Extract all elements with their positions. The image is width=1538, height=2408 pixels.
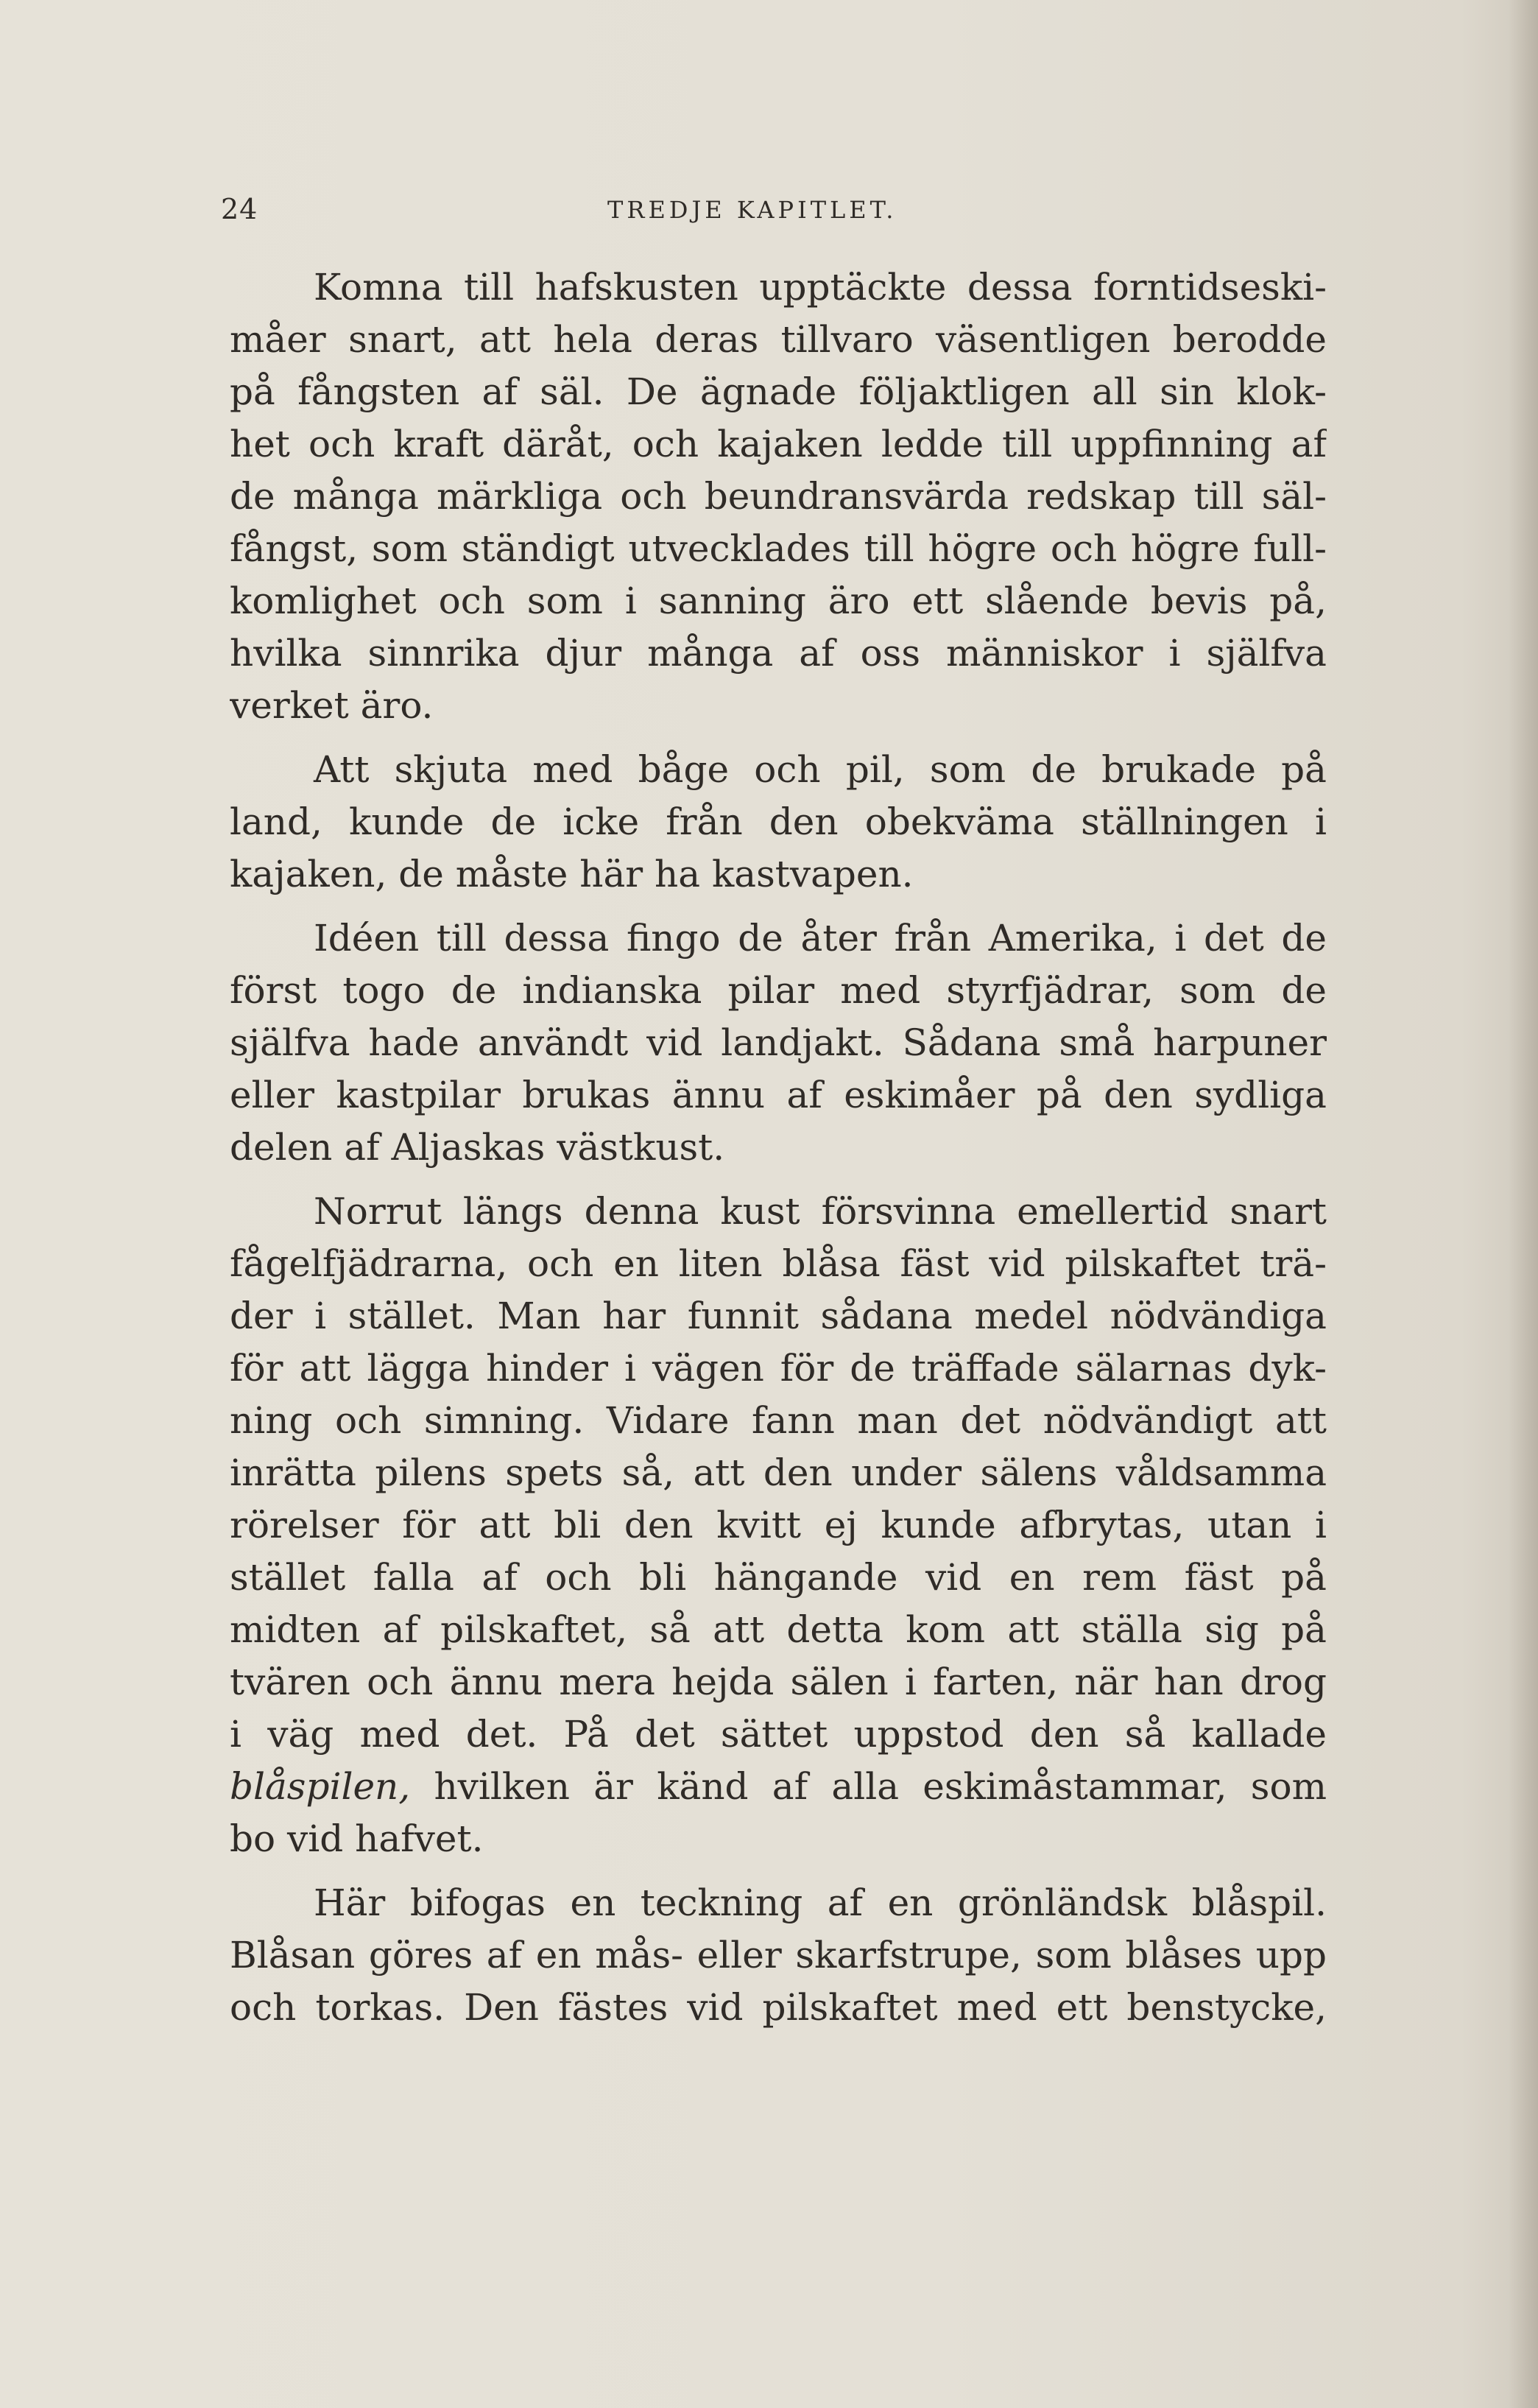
running-head: TREDJE KAPITLET. [607,196,897,224]
text-line: i väg med det. På det sättet uppstod den så kallade [230,1713,1327,1756]
text-line: Här bifogas en teckning af en grönländsk blåspil. [314,1881,1327,1924]
text-line: på fångsten af säl. De ägnade följaktligen all sin klok- [230,370,1327,413]
text-line: först togo de indianska pilar med styrfjädrar, som de [230,969,1327,1012]
text-line: tvären och ännu mera hejda sälen i farten, när han drog [230,1661,1327,1703]
paragraph [230,1877,1327,2034]
text-line: ning och simning. Vidare fann man det nödvändigt att [230,1399,1327,1442]
text-line: fångst, som ständigt utvecklades till högre och högre full- [230,527,1327,570]
text-line: verket äro. [230,684,434,727]
text-line: komlighet och som i sanning äro ett slående bevis på, [230,580,1327,622]
text-line: själfva hade användt vid landjakt. Sådana små harpuner [230,1021,1327,1064]
text-line: för att lägga hinder i vägen för de träffade sälarnas dyk- [230,1347,1327,1390]
text-line: de många märkliga och beundransvärda redskap till säl- [230,475,1327,518]
text-line: och torkas. Den fästes vid pilskaftet med ett benstycke, [230,1986,1327,2029]
text-line: eller kastpilar brukas ännu af eskimåer på den sydliga [230,1074,1327,1116]
text-line [230,1761,1327,1813]
text-line: der i stället. Man har funnit sådana medel nödvändiga [230,1295,1327,1337]
paragraph [230,1186,1327,1865]
text-line: inrätta pilens spets så, att den under sälens våldsamma [230,1451,1327,1494]
page-header [221,193,1325,237]
text-line: delen af Aljaskas västkust. [230,1126,725,1169]
text-line: måer snart, att hela deras tillvaro väsentligen berodde [230,318,1327,361]
page-number: 24 [221,193,258,225]
text-line: kajaken, de måste här ha kastvapen. [230,853,914,895]
text-line: het och kraft däråt, och kajaken ledde till uppfinning af [230,423,1327,465]
text-line: land, kunde de icke från den obekväma ställningen i [230,800,1327,843]
paragraph [230,912,1327,1174]
text-line: Idéen till dessa fingo de åter från Amerika, i det de [314,917,1327,960]
paragraph [230,744,1327,901]
text-line: hvilka sinnrika djur många af oss människor i själfva [230,632,1327,675]
text-line: midten af pilskaftet, så att detta kom att ställa sig på [230,1608,1327,1651]
italic-term: blåspilen, [230,1765,411,1808]
text-line: Norrut längs denna kust försvinna emellertid snart [314,1190,1327,1233]
text-line: stället falla af och bli hängande vid en rem fäst på [230,1556,1327,1599]
paragraph [230,261,1327,732]
text-line: Blåsan göres af en mås- eller skarfstrupe, som blåses upp [230,1934,1327,1976]
text-line: Att skjuta med båge och pil, som de brukade på [314,748,1327,791]
text-line-rest: hvilken är känd af alla eskimåstammar, som [434,1765,1327,1808]
body-text [230,261,1327,2034]
text-line: rörelser för att bli den kvitt ej kunde afbrytas, utan i [230,1504,1327,1546]
text-line: fågelfjädrarna, och en liten blåsa fäst vid pilskaftet trä- [230,1242,1327,1285]
page-edge-shadow [1509,0,1538,2408]
text-line: Komna till hafskusten upptäckte dessa forntidseski- [314,266,1327,309]
text-line: bo vid hafvet. [230,1817,484,1860]
